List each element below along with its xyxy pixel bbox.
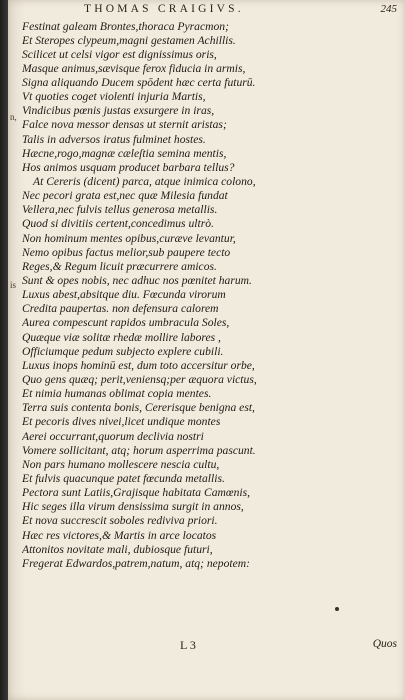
- verse-line: Reges,& Regum licuit præcurrere amicos.: [22, 259, 217, 273]
- verse-line: Nec pecori grata est,nec quæ Milesia fundat: [22, 189, 228, 203]
- verse-line: Pectora sunt Latiis,Grajisque habitata Camœnis,: [22, 486, 251, 500]
- verse-line: Vt quoties coget violenti injuria Martis,: [22, 90, 206, 104]
- verse-line: Non hominum mentes opibus,curæve levantur,: [22, 231, 236, 245]
- verse-line: Vomere sollicitant, atq; horum asperrima pascunt.: [22, 443, 256, 457]
- verse-line: Signa aliquando Ducem spōdent hæc certa futurū.: [22, 76, 256, 90]
- verse-line: Talis in adversos iratus fulminet hostes.: [22, 132, 206, 146]
- verse-line: Luxus abest,absitque diu. Fœcunda virorum: [22, 288, 226, 302]
- verse-line: Credita paupertas. non defensura calorem: [22, 302, 219, 316]
- verse-line: Aurea compescunt rapidos umbracula Soles,: [22, 316, 230, 330]
- verse-line: Non pars humano mollescere nescia cultu,: [22, 457, 220, 471]
- verse-line: At Cereris (dicent) parca, atque inimica colono,: [33, 175, 256, 189]
- page-title: THOMAS CRAIGIVS.: [84, 3, 244, 15]
- signature-mark: L 3: [180, 638, 196, 652]
- poem-text: [22, 20, 399, 571]
- verse-line: Et nimia humanas oblimat copia mentes.: [22, 387, 212, 401]
- verse-line: Masque animus,sævisque ferox fiducia in armis,: [22, 61, 246, 75]
- verse-line: Hæc res victores,& Martis in arce locatos: [22, 528, 217, 542]
- verse-line: Hos animos usquam producet barbara tellus?: [22, 160, 235, 174]
- verse-line: Et Steropes clypeum,magni gestamen Achillis.: [22, 33, 236, 47]
- verse-line: Vellera,nec fulvis tellus generosa metallis.: [22, 203, 218, 217]
- verse-line: Luxus inops hominū est, dum toto accersitur orbe,: [22, 358, 255, 372]
- book-page: [8, 0, 405, 700]
- page-footer: [28, 638, 399, 654]
- verse-line: Falce nova messor densas ut sternit aristas;: [22, 118, 227, 132]
- verse-line: Quo gens quæq; perit,veniensq;per æquora victus,: [22, 373, 257, 387]
- verse-line: Aerei occurrant,quorum declivia nostri: [22, 429, 204, 443]
- verse-line: Attonitos novitate mali, dubiosque futuri,: [22, 542, 213, 556]
- verse-line: Scilicet ut celsi vigor est dignissimus oris,: [22, 47, 217, 61]
- catchword: Quos: [372, 638, 397, 650]
- margin-note: n,: [10, 112, 17, 122]
- margin-note: is: [10, 280, 17, 290]
- verse-line: Terra suis contenta bonis, Cererisque benigna est,: [22, 401, 255, 415]
- running-header: [28, 3, 399, 19]
- verse-line: Hic seges illa virum densissima surgit in annos,: [22, 500, 244, 514]
- verse-line: Officiumque pedum subjecto explere cubili.: [22, 344, 224, 358]
- verse-line: Et nova succrescit soboles rediviva priori.: [22, 514, 218, 528]
- verse-line: Vindicibus pœnis justas exsurgere in iras,: [22, 104, 215, 118]
- verse-line: Hæcne,rogo,magnæ cæleſtia semina mentis,: [22, 146, 227, 160]
- verse-line: Festinat galeam Brontes,thoraca Pyracmon;: [22, 19, 229, 33]
- page-number: 245: [380, 3, 397, 15]
- verse-line: Quod si divitiis certent,concedimus ultrò.: [22, 217, 214, 231]
- verse-line: Et pecoris dives nivei,licet undique montes: [22, 415, 221, 429]
- verse-line: Et fulvis quacunque patet fœcunda metallis.: [22, 472, 225, 485]
- verse-line: Quæque viæ solitæ rhedæ mollire labores ,: [22, 330, 221, 344]
- book-gutter: [0, 0, 8, 700]
- verse-line: Fregerat Edwardos,patrem,natum, atq; nepotem:: [22, 556, 250, 570]
- verse-line: Sunt & opes nobis, nec adhuc nos pœnitet harum.: [22, 274, 252, 288]
- ink-speck: [335, 607, 339, 611]
- verse-line: Nemo opibus factus melior,sub paupere tecto: [22, 245, 231, 259]
